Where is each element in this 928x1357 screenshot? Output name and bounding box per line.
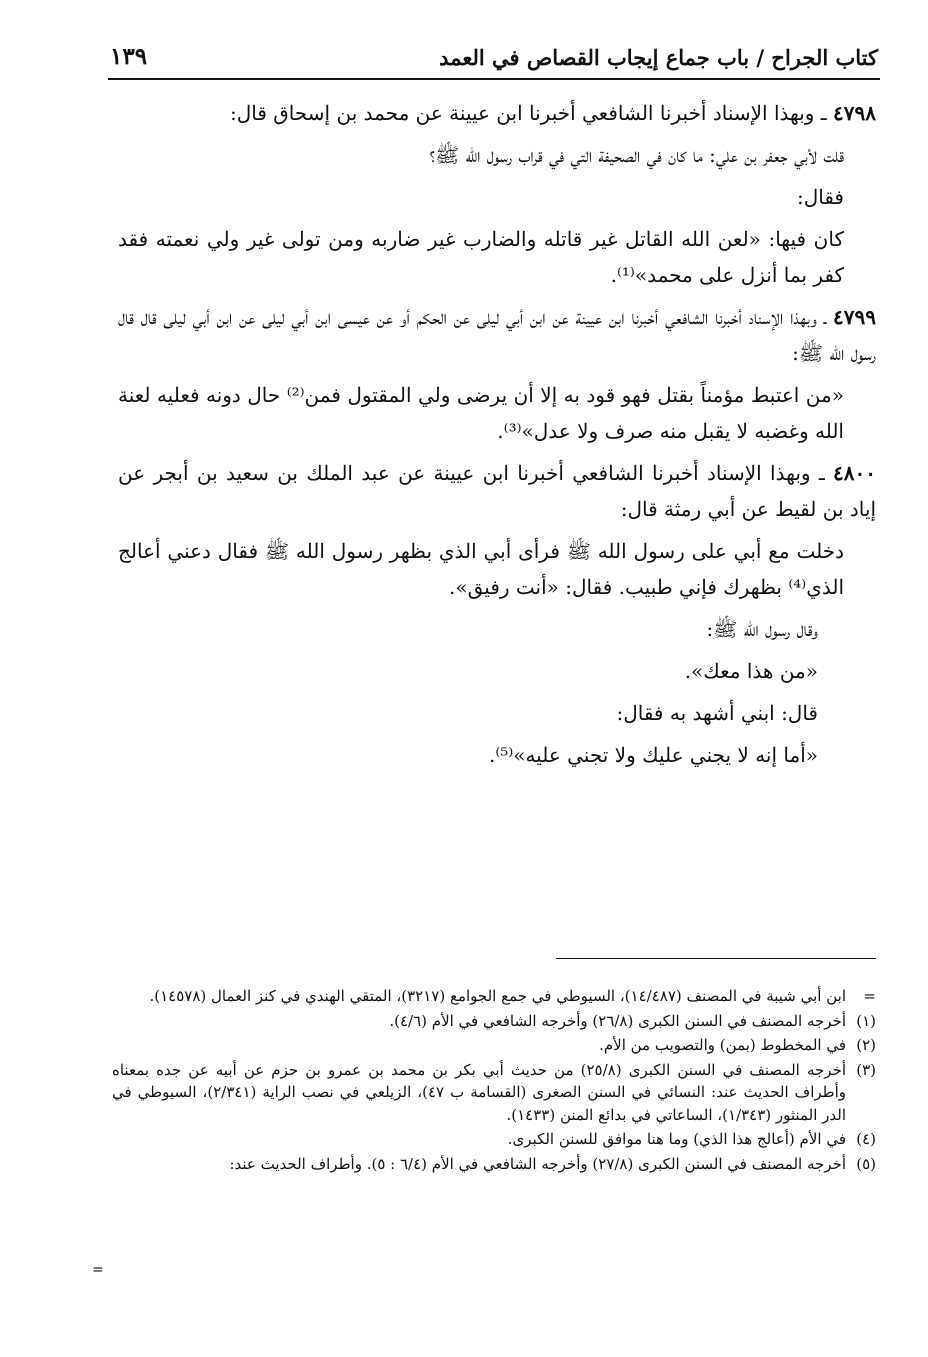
footnote-text: أخرجه المصنف في السنن الكبرى (٢٥/٨) من حديث أبي بكر بن محمد بن عمرو بن حزم عن أبيه عن جده بمعناه وأطراف الحديث عند: النسائي في السنن الصغرى (القسامة ب ٤٧)، الزيلعي في نصب الراية (٢/٣٤١)، السيوطي في الدر المنثور (١/٣٤٣)، الساعاتي في بدائع المنن (١٤٣٣). (112, 1060, 847, 1124)
continuation-mark: = (863, 987, 876, 1005)
footnote-mark: (١) (856, 1011, 876, 1030)
footnote-text: أخرجه المصنف في السنن الكبرى (٢٧/٨) وأخرجه الشافعي في الأم (٦/٤ : ٥). وأطراف الحديث عند: (229, 1154, 846, 1173)
footnote-4 (112, 1128, 876, 1151)
footnote-text: في الأم (أعالج هذا الذي) وما هنا موافق للسنن الكبرى. (507, 1130, 846, 1148)
footnote-rule (556, 958, 876, 959)
text-line: كان فيها: «لعن الله القاتل غير قاتله والضارب غير ضاربه ومن تولى غير ولي نعمته فقد كفر بما أنزل على محمد»⁽¹⁾. (118, 227, 844, 287)
page-header (110, 30, 878, 70)
hadith-number: ٤٨٠٠ (833, 461, 876, 485)
footnote-3 (112, 1059, 876, 1127)
hadith-number: ٤٧٩٨ (833, 101, 876, 125)
footnote-mark: (٣) (856, 1060, 876, 1079)
running-title: كتاب الجراح / باب جماع إيجاب القصاص في العمد (439, 45, 878, 70)
footnote-mark: (٥) (856, 1154, 876, 1173)
footnote-5 (112, 1153, 876, 1176)
hadith-4798-intro: ٤٧٩٨ ـ وبهذا الإسناد أخبرنا الشافعي أخبرنا ابن عيينة عن محمد بن إسحاق قال: (230, 101, 876, 125)
footnote-mark: (٢) (856, 1036, 876, 1054)
footnote-text: في المخطوط (بمن) والتصويب من الأم. (599, 1036, 846, 1054)
page-number: ١٣٩ (110, 43, 148, 70)
continuation-end-mark: = (92, 1262, 104, 1278)
footnotes (112, 985, 876, 1177)
footnote-text: أخرجه المصنف في السنن الكبرى (٢٦/٨) وأخرجه الشافعي في الأم (٤/٦). (389, 1011, 846, 1030)
text-line: وقال رسول الله ﷺ: (706, 617, 818, 641)
text-line: قلت لأبي جعفر بن علي: ما كان في الصحيفة التي في قراب رسول الله ﷺ؟ (429, 143, 844, 167)
header-rule (108, 78, 880, 80)
footnote-mark: (٤) (856, 1130, 876, 1148)
text-line: دخلت مع أبي على رسول الله ﷺ فرأى أبي الذي بظهر رسول الله ﷺ فقال دعني أعالج الذي⁽⁴⁾ بظهرك فإني طبيب. فقال: «أنت رفيق». (118, 539, 844, 599)
text-line: «من اعتبط مؤمناً بقتل فهو قود به إلا أن يرضى ولي المقتول فمن⁽²⁾ حال دونه فعليه لعنة الله وغضبه لا يقبل منه صرف ولا عدل»⁽³⁾. (118, 383, 844, 443)
text-line: قال: ابني أشهد به فقال: (616, 701, 818, 725)
text-line: «أما إنه لا يجني عليك ولا تجني عليه»⁽⁵⁾. (489, 743, 818, 767)
text-line: فقال: (796, 185, 844, 209)
footnote-2 (112, 1034, 876, 1057)
footnote-continuation (112, 985, 876, 1008)
footnote-text: ابن أبي شيبة في المصنف (١٤/٤٨٧)، السيوطي في جمع الجوامع (٣٢١٧)، المتقي الهندي في كنز العمال (١٤٥٧٨). (149, 987, 846, 1005)
hadith-4800-intro: ٤٨٠٠ ـ وبهذا الإسناد أخبرنا الشافعي أخبرنا ابن عيينة عن عبد الملك بن سعيد بن أبجر عن إياد بن لقيط عن أبي رمثة قال: (118, 461, 876, 521)
text-line: «من هذا معك». (684, 659, 818, 683)
hadith-4799-intro: ٤٧٩٩ ـ وبهذا الإسناد أخبرنا الشافعي أخبرنا ابن عيينة عن ابن أبي ليلى عن الحكم أو عن عيسى ابن أبي ليلى عن ابن أبي ليلى قال قال رسول الله ﷺ: (118, 305, 876, 365)
hadith-number: ٤٧٩٩ (833, 305, 876, 329)
main-text (118, 95, 876, 779)
footnote-1 (112, 1010, 876, 1033)
